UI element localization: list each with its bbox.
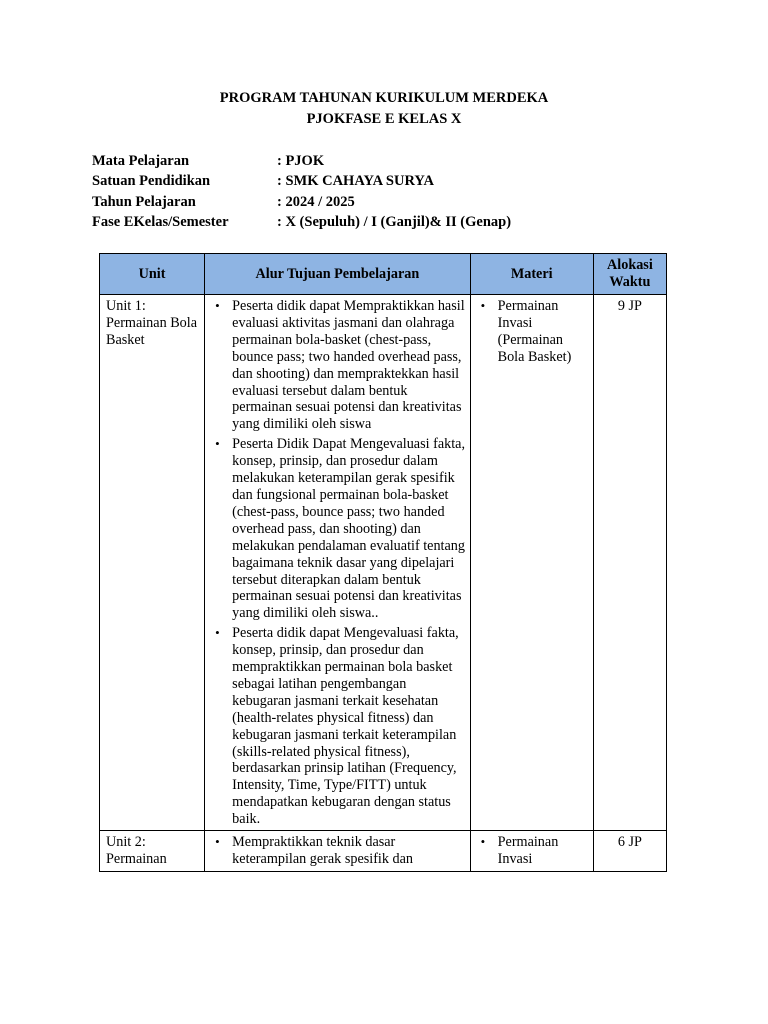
table-row bbox=[100, 295, 667, 831]
header-waktu-line2: Waktu bbox=[609, 274, 651, 290]
materi-cell bbox=[470, 831, 593, 872]
list-item: • Permainan Invasi (Permainan Bola Basket) bbox=[471, 298, 589, 366]
table-row bbox=[100, 831, 667, 872]
meta-label: Satuan Pendidikan bbox=[92, 173, 211, 190]
header-unit: Unit bbox=[100, 254, 205, 295]
list-item: • Mempraktikkan teknik dasar keterampilan gerak spesifik dan bbox=[205, 834, 465, 868]
unit-cell: Unit 2: Permainan bbox=[100, 831, 205, 872]
meta-value: : SMK CAHAYA SURYA bbox=[277, 173, 435, 190]
unit-cell: Unit 1: Permainan Bola Basket bbox=[100, 295, 205, 831]
list-item: • Permainan Invasi bbox=[471, 834, 589, 868]
table-header-row bbox=[100, 254, 667, 295]
header-waktu bbox=[593, 254, 666, 295]
waktu-cell: 6 JP bbox=[593, 831, 666, 872]
header-waktu-line1: Alokasi bbox=[607, 257, 653, 273]
materi-cell bbox=[470, 295, 593, 831]
header-materi: Materi bbox=[470, 254, 593, 295]
materi-list bbox=[471, 831, 593, 870]
alur-cell bbox=[205, 295, 470, 831]
list-item: • Peserta didik dapat Mengevaluasi fakta, konsep, prinsip, dan prosedur dan mempraktikkan permainan bola basket sebagai latihan pengembangan kebugaran jasmani terkait kesehatan (health-relates physical fitness) dan kebugaran jasmani terkait keterampilan (skills-related physical fitness), berdasarkan prinsip latihan (Frequency, Intensity, Time, Type/FITT) untuk mendapatkan kebugaran dengan status baik. bbox=[205, 625, 465, 828]
alur-list bbox=[205, 295, 469, 830]
alur-cell bbox=[205, 831, 470, 872]
header-alur: Alur Tujuan Pembelajaran bbox=[205, 254, 470, 295]
list-item: • Peserta didik dapat Mempraktikkan hasil evaluasi aktivitas jasmani dan olahraga permainan bola-basket (chest-pass, bounce pass; two handed overhead pass, dan shooting) dan mempraktekkan hasil evaluasi tersebut dalam bentuk permainan sesuai potensi dan kreativitas yang dimiliki oleh siswa bbox=[205, 298, 465, 433]
meta-value: : PJOK bbox=[277, 153, 325, 169]
list-item: • Peserta Didik Dapat Mengevaluasi fakta, konsep, prinsip, dan prosedur dalam melakukan keterampilan gerak spesifik dan fungsional permainan bola-basket (chest-pass, bounce pass; two handed overhead pass, dan shooting) dan melakukan pendalaman evaluatif tentang bagaimana teknik dasar yang dipelajari tersebut diterapkan dalam bentuk permainan sesuai potensi dan kreativitas yang dimiliki oleh siswa.. bbox=[205, 436, 465, 622]
meta-label: Mata Pelajaran bbox=[92, 153, 190, 169]
meta-label: Fase EKelas/Semester bbox=[92, 214, 229, 231]
waktu-cell: 9 JP bbox=[593, 295, 666, 831]
materi-list bbox=[471, 295, 593, 368]
document-subtitle: PJOKFASE E KELAS X bbox=[306, 111, 462, 127]
document-title: PROGRAM TAHUNAN KURIKULUM MERDEKA bbox=[219, 90, 549, 106]
meta-value: : 2024 / 2025 bbox=[277, 193, 355, 210]
meta-value: : X (Sepuluh) / I (Ganjil)& II (Genap) bbox=[277, 214, 512, 231]
alur-list bbox=[205, 831, 469, 870]
program-table bbox=[99, 253, 667, 872]
meta-label: Tahun Pelajaran bbox=[92, 193, 196, 210]
